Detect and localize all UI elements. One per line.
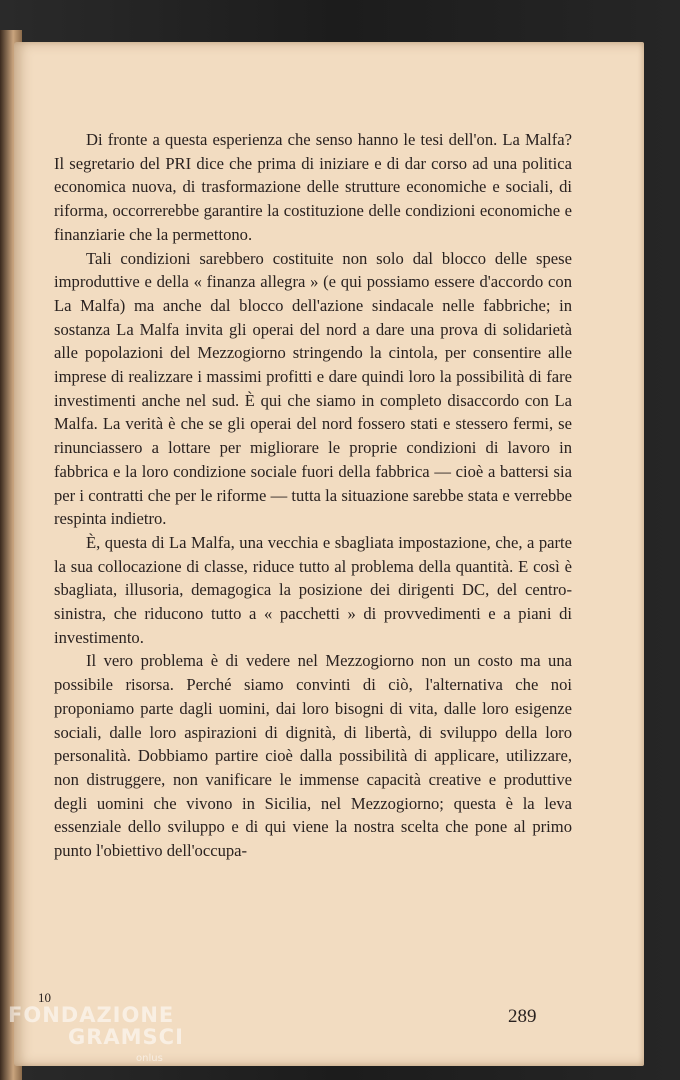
paragraph-1: Di fronte a questa esperienza che senso hanno le tesi dell'on. La Malfa? Il segretario del PRI dice che prima di iniziare e di dar corso ad una politica economica nuova, di trasformazione delle strutture economiche e sociali, di riforma, occorrerebbe garantire la costituzione delle condizioni economiche e finanziarie che la permettono.: [54, 130, 572, 244]
paragraph-2: Tali condizioni sarebbero costituite non solo dal blocco delle spese improduttive e della « finanza allegra » (e qui possiamo essere d'accordo con La Malfa) ma anche dal blocco dell'azione sindacale nelle fabbriche; in sostanza La Malfa invita gli operai del nord a dare una prova di solidarietà alle popolazioni del Mezzogiorno stringendo la cintola, per consentire alle imprese di realizzare i massimi profitti e dare quindi loro la possibilità di fare investimenti anche nel sud. È qui che siamo in completo disaccordo con La Malfa. La verità è che se gli operai del nord fossero stati e stessero fermi, se rinunciassero a lottare per migliorare le proprie condizioni di lavoro in fabbrica e la loro condizione sociale fuori della fabbrica — cioè a battersi sia per i contratti che per le riforme — tutta la situazione sarebbe stata e verrebbe respinta indietro.: [54, 248, 572, 529]
watermark-line-3: onlus: [136, 1053, 163, 1064]
signature-mark: 10: [38, 990, 51, 1005]
page-number: 289: [508, 1006, 537, 1027]
body-text: [54, 128, 572, 863]
paragraph-3: È, questa di La Malfa, una vecchia e sbagliata impostazione, che, a parte la sua collocazione di classe, riduce tutto al problema della quantità. E così è sbagliata, illusoria, demagogica la posizione dei dirigenti DC, del centro-sinistra, che riducono tutto a « pacchetti » di provvedimenti e a piani di investimento.: [54, 532, 572, 647]
paragraph-4: Il vero problema è di vedere nel Mezzogiorno non un costo ma una possibile risorsa. Perché siamo convinti di ciò, l'alternativa che noi proponiamo parte dagli uomini, dai loro bisogni di vita, dalle loro esigenze sociali, dalle loro aspirazioni di dignità, di libertà, di sviluppo della loro personalità. Dobbiamo partire cioè dalla possibilità di applicare, utilizzare, non distruggere, non vanificare le immense capacità creative e produttive degli uomini che vivono in Sicilia, nel Mezzogiorno; questa è la leva essenziale dello sviluppo e di qui viene la nostra scelta che pone al primo punto l'obiettivo dell'occupa-: [54, 651, 572, 861]
watermark-line-2: GRAMSCI: [68, 1025, 184, 1049]
watermark-line-1: FONDAZIONE: [8, 1003, 175, 1027]
watermark-logo: [8, 1004, 184, 1070]
book-page: [14, 42, 644, 1066]
